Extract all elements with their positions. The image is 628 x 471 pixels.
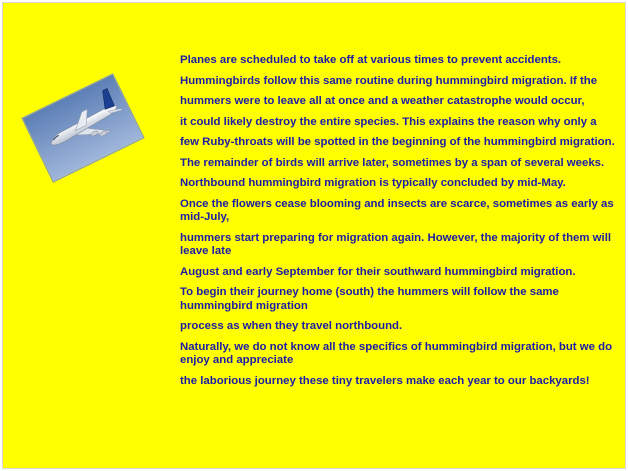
paragraph: process as when they travel northbound. (180, 320, 403, 332)
paragraph: Once the flowers cease blooming and insects are scarce, sometimes as early as mid-July, (180, 197, 614, 223)
paragraph: The remainder of birds will arrive later, sometimes by a span of several weeks. (180, 156, 605, 169)
paragraph: hummers start preparing for migration again. However, the majority of them will leave late (180, 231, 612, 257)
paragraph: To begin their journey home (south) the hummers will follow the same hummingbird migration (180, 286, 559, 312)
paragraph: the laborious journey these tiny travelers make each year to our backyards! (180, 374, 590, 387)
paragraph: it could likely destroy the entire species. This explains the reason why only a (180, 115, 597, 128)
airplane-photo (21, 73, 144, 182)
slide (2, 2, 626, 469)
paragraph: few Ruby-throats will be spotted in the beginning of the hummingbird migration. (180, 136, 615, 148)
paragraph: Northbound hummingbird migration is typically concluded by mid-May. (180, 177, 566, 189)
paragraph: Planes are scheduled to take off at various times to prevent accidents. (180, 54, 562, 66)
paragraph: Hummingbirds follow this same routine during hummingbird migration. If the (180, 74, 598, 87)
paragraph: Naturally, we do not know all the specifics of hummingbird migration, but we do enjoy and appreciate (180, 340, 613, 366)
paragraph: August and early September for their southward hummingbird migration. (180, 265, 576, 278)
body-text (180, 54, 615, 395)
paragraph: hummers were to leave all at once and a weather catastrophe would occur, (180, 95, 585, 107)
